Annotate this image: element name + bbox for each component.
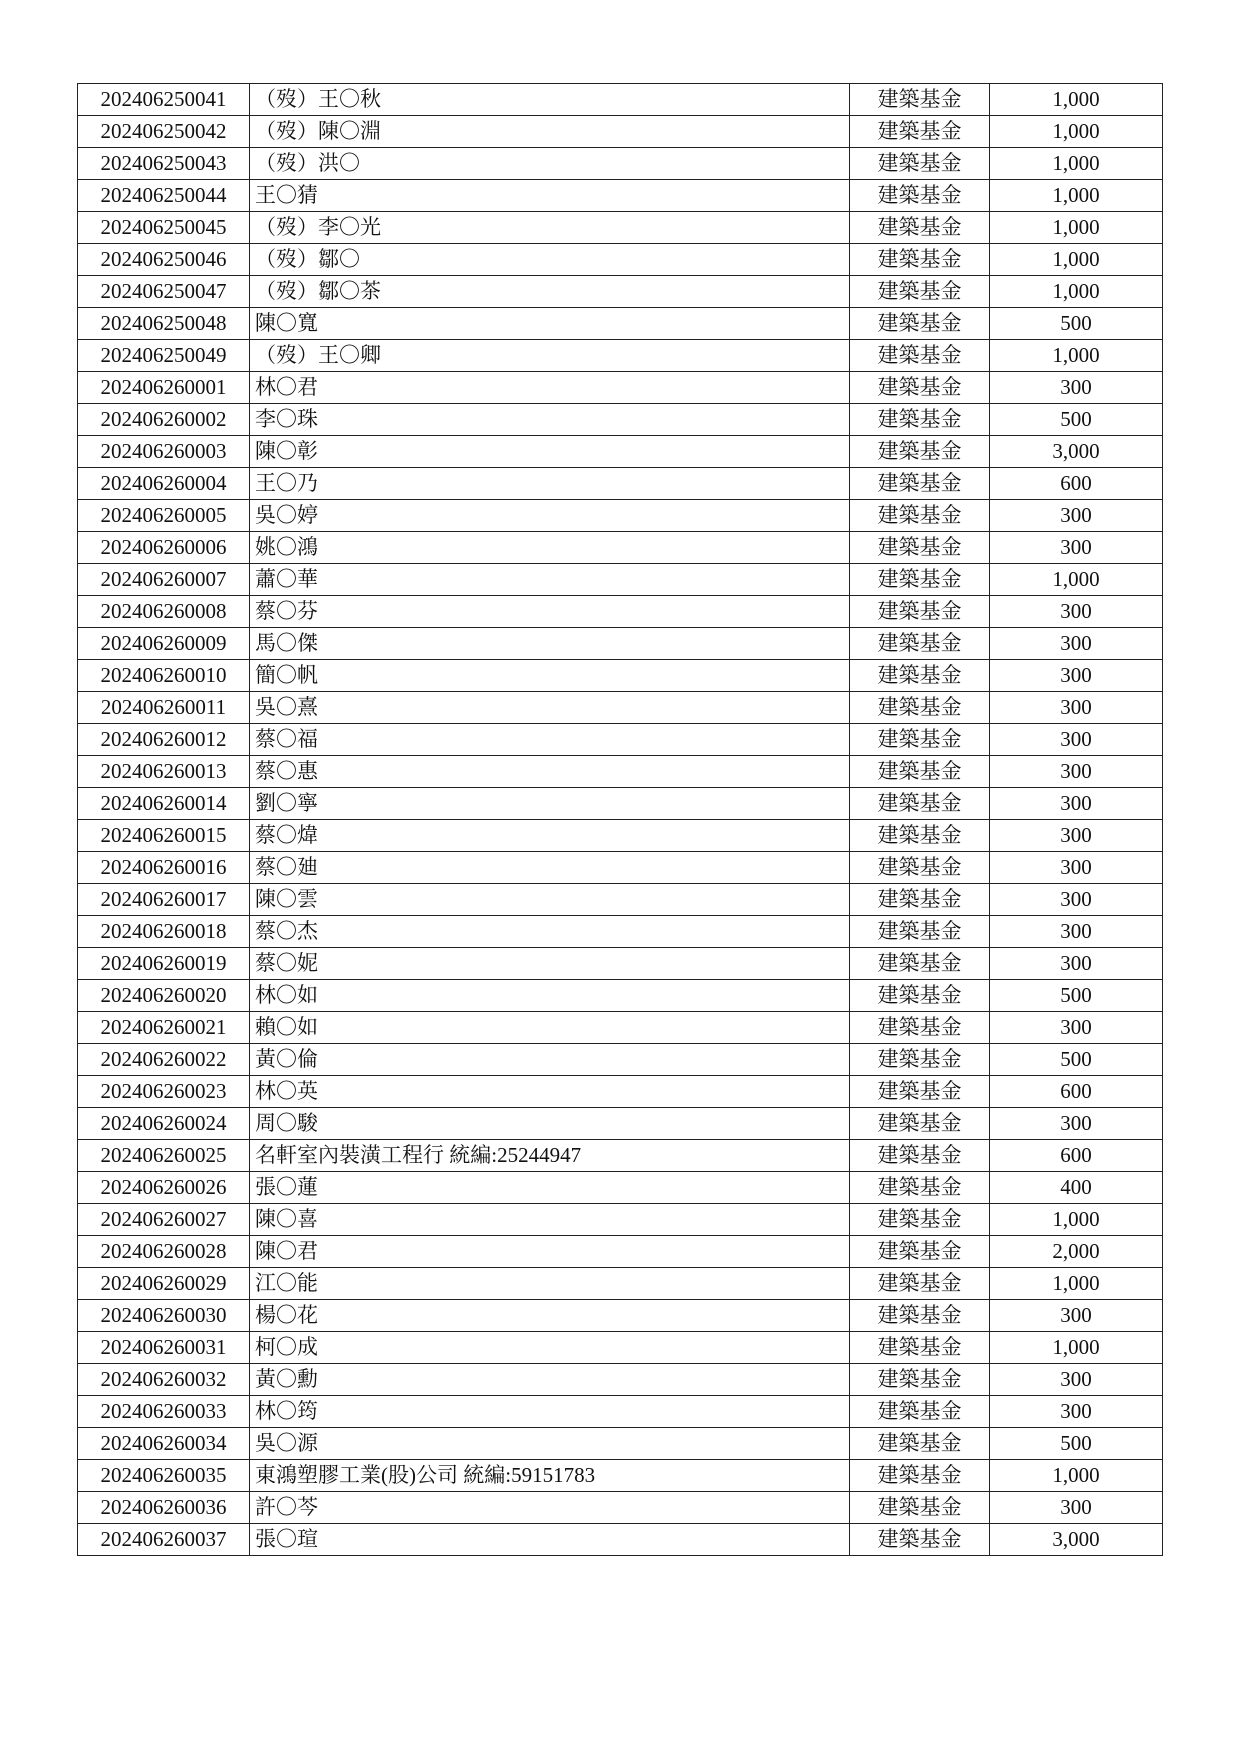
amount-cell: 300 — [990, 596, 1163, 628]
table-row — [78, 1524, 1163, 1556]
fund-type-cell: 建築基金 — [850, 1268, 990, 1300]
fund-type-cell: 建築基金 — [850, 692, 990, 724]
receipt-number-cell: 202406260022 — [78, 1044, 250, 1076]
donor-name-cell: 名軒室內裝潢工程行 統編:25244947 — [250, 1140, 850, 1172]
receipt-number-cell: 202406260002 — [78, 404, 250, 436]
amount-cell: 300 — [990, 628, 1163, 660]
amount-cell: 3,000 — [990, 1524, 1163, 1556]
receipt-number-cell: 202406260033 — [78, 1396, 250, 1428]
receipt-number-cell: 202406250044 — [78, 180, 250, 212]
amount-cell: 1,000 — [990, 564, 1163, 596]
donor-name-cell: 王〇乃 — [250, 468, 850, 500]
receipt-number-cell: 202406260018 — [78, 916, 250, 948]
table-row — [78, 1044, 1163, 1076]
fund-type-cell: 建築基金 — [850, 1204, 990, 1236]
fund-type-cell: 建築基金 — [850, 372, 990, 404]
table-row — [78, 436, 1163, 468]
amount-cell: 300 — [990, 1108, 1163, 1140]
receipt-number-cell: 202406250045 — [78, 212, 250, 244]
donor-name-cell: 陳〇喜 — [250, 1204, 850, 1236]
amount-cell: 300 — [990, 1492, 1163, 1524]
amount-cell: 400 — [990, 1172, 1163, 1204]
donor-name-cell: （歿）鄒〇 — [250, 244, 850, 276]
table-row — [78, 884, 1163, 916]
table-row — [78, 596, 1163, 628]
fund-type-cell: 建築基金 — [850, 820, 990, 852]
fund-type-cell: 建築基金 — [850, 532, 990, 564]
donation-table — [77, 83, 1163, 1556]
fund-type-cell: 建築基金 — [850, 308, 990, 340]
fund-type-cell: 建築基金 — [850, 148, 990, 180]
receipt-number-cell: 202406260017 — [78, 884, 250, 916]
fund-type-cell: 建築基金 — [850, 1236, 990, 1268]
amount-cell: 1,000 — [990, 340, 1163, 372]
fund-type-cell: 建築基金 — [850, 916, 990, 948]
amount-cell: 600 — [990, 468, 1163, 500]
donor-name-cell: 林〇君 — [250, 372, 850, 404]
receipt-number-cell: 202406260013 — [78, 756, 250, 788]
amount-cell: 300 — [990, 948, 1163, 980]
amount-cell: 500 — [990, 308, 1163, 340]
table-row — [78, 1204, 1163, 1236]
fund-type-cell: 建築基金 — [850, 756, 990, 788]
receipt-number-cell: 202406260034 — [78, 1428, 250, 1460]
receipt-number-cell: 202406260010 — [78, 660, 250, 692]
amount-cell: 1,000 — [990, 244, 1163, 276]
table-row — [78, 1300, 1163, 1332]
fund-type-cell: 建築基金 — [850, 788, 990, 820]
donor-name-cell: 劉〇寧 — [250, 788, 850, 820]
amount-cell: 1,000 — [990, 180, 1163, 212]
fund-type-cell: 建築基金 — [850, 1396, 990, 1428]
receipt-number-cell: 202406260004 — [78, 468, 250, 500]
table-row — [78, 148, 1163, 180]
table-row — [78, 180, 1163, 212]
fund-type-cell: 建築基金 — [850, 596, 990, 628]
receipt-number-cell: 202406260030 — [78, 1300, 250, 1332]
table-row — [78, 1332, 1163, 1364]
fund-type-cell: 建築基金 — [850, 1524, 990, 1556]
amount-cell: 1,000 — [990, 116, 1163, 148]
amount-cell: 300 — [990, 724, 1163, 756]
amount-cell: 1,000 — [990, 148, 1163, 180]
receipt-number-cell: 202406260009 — [78, 628, 250, 660]
amount-cell: 1,000 — [990, 1268, 1163, 1300]
fund-type-cell: 建築基金 — [850, 468, 990, 500]
receipt-number-cell: 202406250048 — [78, 308, 250, 340]
donor-name-cell: 王〇猜 — [250, 180, 850, 212]
fund-type-cell: 建築基金 — [850, 1460, 990, 1492]
table-row — [78, 1492, 1163, 1524]
amount-cell: 300 — [990, 916, 1163, 948]
fund-type-cell: 建築基金 — [850, 980, 990, 1012]
table-row — [78, 468, 1163, 500]
receipt-number-cell: 202406260005 — [78, 500, 250, 532]
receipt-number-cell: 202406260024 — [78, 1108, 250, 1140]
table-row — [78, 1396, 1163, 1428]
amount-cell: 300 — [990, 756, 1163, 788]
fund-type-cell: 建築基金 — [850, 1076, 990, 1108]
amount-cell: 300 — [990, 692, 1163, 724]
donor-name-cell: 吳〇源 — [250, 1428, 850, 1460]
donor-name-cell: 李〇珠 — [250, 404, 850, 436]
donor-name-cell: 吳〇婷 — [250, 500, 850, 532]
amount-cell: 500 — [990, 404, 1163, 436]
donor-name-cell: 許〇芩 — [250, 1492, 850, 1524]
receipt-number-cell: 202406250043 — [78, 148, 250, 180]
receipt-number-cell: 202406260016 — [78, 852, 250, 884]
table-row — [78, 564, 1163, 596]
fund-type-cell: 建築基金 — [850, 84, 990, 116]
amount-cell: 300 — [990, 372, 1163, 404]
table-row — [78, 532, 1163, 564]
donor-name-cell: 蔡〇煒 — [250, 820, 850, 852]
amount-cell: 300 — [990, 852, 1163, 884]
amount-cell: 600 — [990, 1140, 1163, 1172]
receipt-number-cell: 202406260003 — [78, 436, 250, 468]
table-row — [78, 1108, 1163, 1140]
receipt-number-cell: 202406260014 — [78, 788, 250, 820]
table-row — [78, 84, 1163, 116]
fund-type-cell: 建築基金 — [850, 116, 990, 148]
table-row — [78, 212, 1163, 244]
table-row — [78, 276, 1163, 308]
table-row — [78, 1364, 1163, 1396]
table-row — [78, 1012, 1163, 1044]
amount-cell: 300 — [990, 884, 1163, 916]
amount-cell: 300 — [990, 788, 1163, 820]
fund-type-cell: 建築基金 — [850, 628, 990, 660]
fund-type-cell: 建築基金 — [850, 1140, 990, 1172]
receipt-number-cell: 202406260011 — [78, 692, 250, 724]
fund-type-cell: 建築基金 — [850, 1108, 990, 1140]
fund-type-cell: 建築基金 — [850, 1012, 990, 1044]
receipt-number-cell: 202406250042 — [78, 116, 250, 148]
donor-name-cell: 周〇駿 — [250, 1108, 850, 1140]
fund-type-cell: 建築基金 — [850, 1492, 990, 1524]
table-row — [78, 1236, 1163, 1268]
donor-name-cell: 林〇筠 — [250, 1396, 850, 1428]
receipt-number-cell: 202406260001 — [78, 372, 250, 404]
receipt-number-cell: 202406250041 — [78, 84, 250, 116]
amount-cell: 300 — [990, 1300, 1163, 1332]
donor-name-cell: 陳〇彰 — [250, 436, 850, 468]
donor-name-cell: 馬〇傑 — [250, 628, 850, 660]
table-row — [78, 1428, 1163, 1460]
amount-cell: 1,000 — [990, 1332, 1163, 1364]
donor-name-cell: 蔡〇廸 — [250, 852, 850, 884]
amount-cell: 600 — [990, 1076, 1163, 1108]
donor-name-cell: 黃〇倫 — [250, 1044, 850, 1076]
fund-type-cell: 建築基金 — [850, 212, 990, 244]
fund-type-cell: 建築基金 — [850, 1364, 990, 1396]
donor-name-cell: 蔡〇芬 — [250, 596, 850, 628]
receipt-number-cell: 202406260037 — [78, 1524, 250, 1556]
donor-name-cell: （歿）鄒〇茶 — [250, 276, 850, 308]
receipt-number-cell: 202406260027 — [78, 1204, 250, 1236]
fund-type-cell: 建築基金 — [850, 1428, 990, 1460]
donor-name-cell: （歿）陳〇淵 — [250, 116, 850, 148]
table-row — [78, 244, 1163, 276]
donor-name-cell: 黃〇勳 — [250, 1364, 850, 1396]
fund-type-cell: 建築基金 — [850, 660, 990, 692]
table-row — [78, 500, 1163, 532]
receipt-number-cell: 202406260029 — [78, 1268, 250, 1300]
receipt-number-cell: 202406260031 — [78, 1332, 250, 1364]
donor-name-cell: 蕭〇華 — [250, 564, 850, 596]
receipt-number-cell: 202406250049 — [78, 340, 250, 372]
fund-type-cell: 建築基金 — [850, 436, 990, 468]
table-row — [78, 1140, 1163, 1172]
table-body — [78, 84, 1163, 1556]
donor-name-cell: 吳〇熹 — [250, 692, 850, 724]
fund-type-cell: 建築基金 — [850, 1172, 990, 1204]
donor-name-cell: 姚〇鴻 — [250, 532, 850, 564]
table-row — [78, 724, 1163, 756]
table-row — [78, 116, 1163, 148]
donor-name-cell: （歿）洪〇 — [250, 148, 850, 180]
amount-cell: 300 — [990, 660, 1163, 692]
donor-name-cell: 柯〇成 — [250, 1332, 850, 1364]
donor-name-cell: （歿）王〇卿 — [250, 340, 850, 372]
donor-name-cell: 張〇蓮 — [250, 1172, 850, 1204]
donor-name-cell: 張〇瑄 — [250, 1524, 850, 1556]
fund-type-cell: 建築基金 — [850, 500, 990, 532]
amount-cell: 300 — [990, 532, 1163, 564]
donor-name-cell: 蔡〇福 — [250, 724, 850, 756]
fund-type-cell: 建築基金 — [850, 1300, 990, 1332]
receipt-number-cell: 202406260006 — [78, 532, 250, 564]
receipt-number-cell: 202406260015 — [78, 820, 250, 852]
receipt-number-cell: 202406260028 — [78, 1236, 250, 1268]
receipt-number-cell: 202406260036 — [78, 1492, 250, 1524]
table-row — [78, 1460, 1163, 1492]
fund-type-cell: 建築基金 — [850, 1044, 990, 1076]
receipt-number-cell: 202406260035 — [78, 1460, 250, 1492]
fund-type-cell: 建築基金 — [850, 1332, 990, 1364]
table-row — [78, 660, 1163, 692]
donor-name-cell: 東鴻塑膠工業(股)公司 統編:59151783 — [250, 1460, 850, 1492]
amount-cell: 1,000 — [990, 212, 1163, 244]
amount-cell: 2,000 — [990, 1236, 1163, 1268]
fund-type-cell: 建築基金 — [850, 340, 990, 372]
table-row — [78, 756, 1163, 788]
table-row — [78, 308, 1163, 340]
donor-name-cell: 林〇英 — [250, 1076, 850, 1108]
amount-cell: 1,000 — [990, 1460, 1163, 1492]
table-row — [78, 788, 1163, 820]
receipt-number-cell: 202406260026 — [78, 1172, 250, 1204]
fund-type-cell: 建築基金 — [850, 884, 990, 916]
donor-name-cell: 賴〇如 — [250, 1012, 850, 1044]
table-row — [78, 820, 1163, 852]
table-row — [78, 692, 1163, 724]
fund-type-cell: 建築基金 — [850, 276, 990, 308]
fund-type-cell: 建築基金 — [850, 724, 990, 756]
table-row — [78, 372, 1163, 404]
receipt-number-cell: 202406260019 — [78, 948, 250, 980]
amount-cell: 300 — [990, 500, 1163, 532]
amount-cell: 300 — [990, 1364, 1163, 1396]
fund-type-cell: 建築基金 — [850, 852, 990, 884]
receipt-number-cell: 202406250046 — [78, 244, 250, 276]
amount-cell: 300 — [990, 1012, 1163, 1044]
receipt-number-cell: 202406260007 — [78, 564, 250, 596]
table-row — [78, 916, 1163, 948]
donor-name-cell: 陳〇寬 — [250, 308, 850, 340]
donor-name-cell: 蔡〇杰 — [250, 916, 850, 948]
table-row — [78, 1268, 1163, 1300]
donor-name-cell: 簡〇帆 — [250, 660, 850, 692]
receipt-number-cell: 202406260012 — [78, 724, 250, 756]
table-row — [78, 1172, 1163, 1204]
donor-name-cell: 蔡〇惠 — [250, 756, 850, 788]
amount-cell: 300 — [990, 820, 1163, 852]
amount-cell: 500 — [990, 1428, 1163, 1460]
amount-cell: 1,000 — [990, 84, 1163, 116]
receipt-number-cell: 202406260023 — [78, 1076, 250, 1108]
donor-name-cell: 林〇如 — [250, 980, 850, 1012]
fund-type-cell: 建築基金 — [850, 564, 990, 596]
receipt-number-cell: 202406260020 — [78, 980, 250, 1012]
donor-name-cell: 蔡〇妮 — [250, 948, 850, 980]
table-row — [78, 404, 1163, 436]
receipt-number-cell: 202406260008 — [78, 596, 250, 628]
table-row — [78, 948, 1163, 980]
donor-name-cell: 楊〇花 — [250, 1300, 850, 1332]
amount-cell: 1,000 — [990, 1204, 1163, 1236]
receipt-number-cell: 202406260021 — [78, 1012, 250, 1044]
amount-cell: 1,000 — [990, 276, 1163, 308]
amount-cell: 500 — [990, 1044, 1163, 1076]
receipt-number-cell: 202406250047 — [78, 276, 250, 308]
table-row — [78, 1076, 1163, 1108]
donor-name-cell: （歿）李〇光 — [250, 212, 850, 244]
fund-type-cell: 建築基金 — [850, 948, 990, 980]
donor-name-cell: 陳〇雲 — [250, 884, 850, 916]
amount-cell: 500 — [990, 980, 1163, 1012]
donor-name-cell: 陳〇君 — [250, 1236, 850, 1268]
amount-cell: 3,000 — [990, 436, 1163, 468]
fund-type-cell: 建築基金 — [850, 244, 990, 276]
amount-cell: 300 — [990, 1396, 1163, 1428]
donor-name-cell: 江〇能 — [250, 1268, 850, 1300]
table-row — [78, 980, 1163, 1012]
table-row — [78, 852, 1163, 884]
table-row — [78, 628, 1163, 660]
table-row — [78, 340, 1163, 372]
fund-type-cell: 建築基金 — [850, 180, 990, 212]
receipt-number-cell: 202406260032 — [78, 1364, 250, 1396]
donor-name-cell: （歿）王〇秋 — [250, 84, 850, 116]
fund-type-cell: 建築基金 — [850, 404, 990, 436]
receipt-number-cell: 202406260025 — [78, 1140, 250, 1172]
